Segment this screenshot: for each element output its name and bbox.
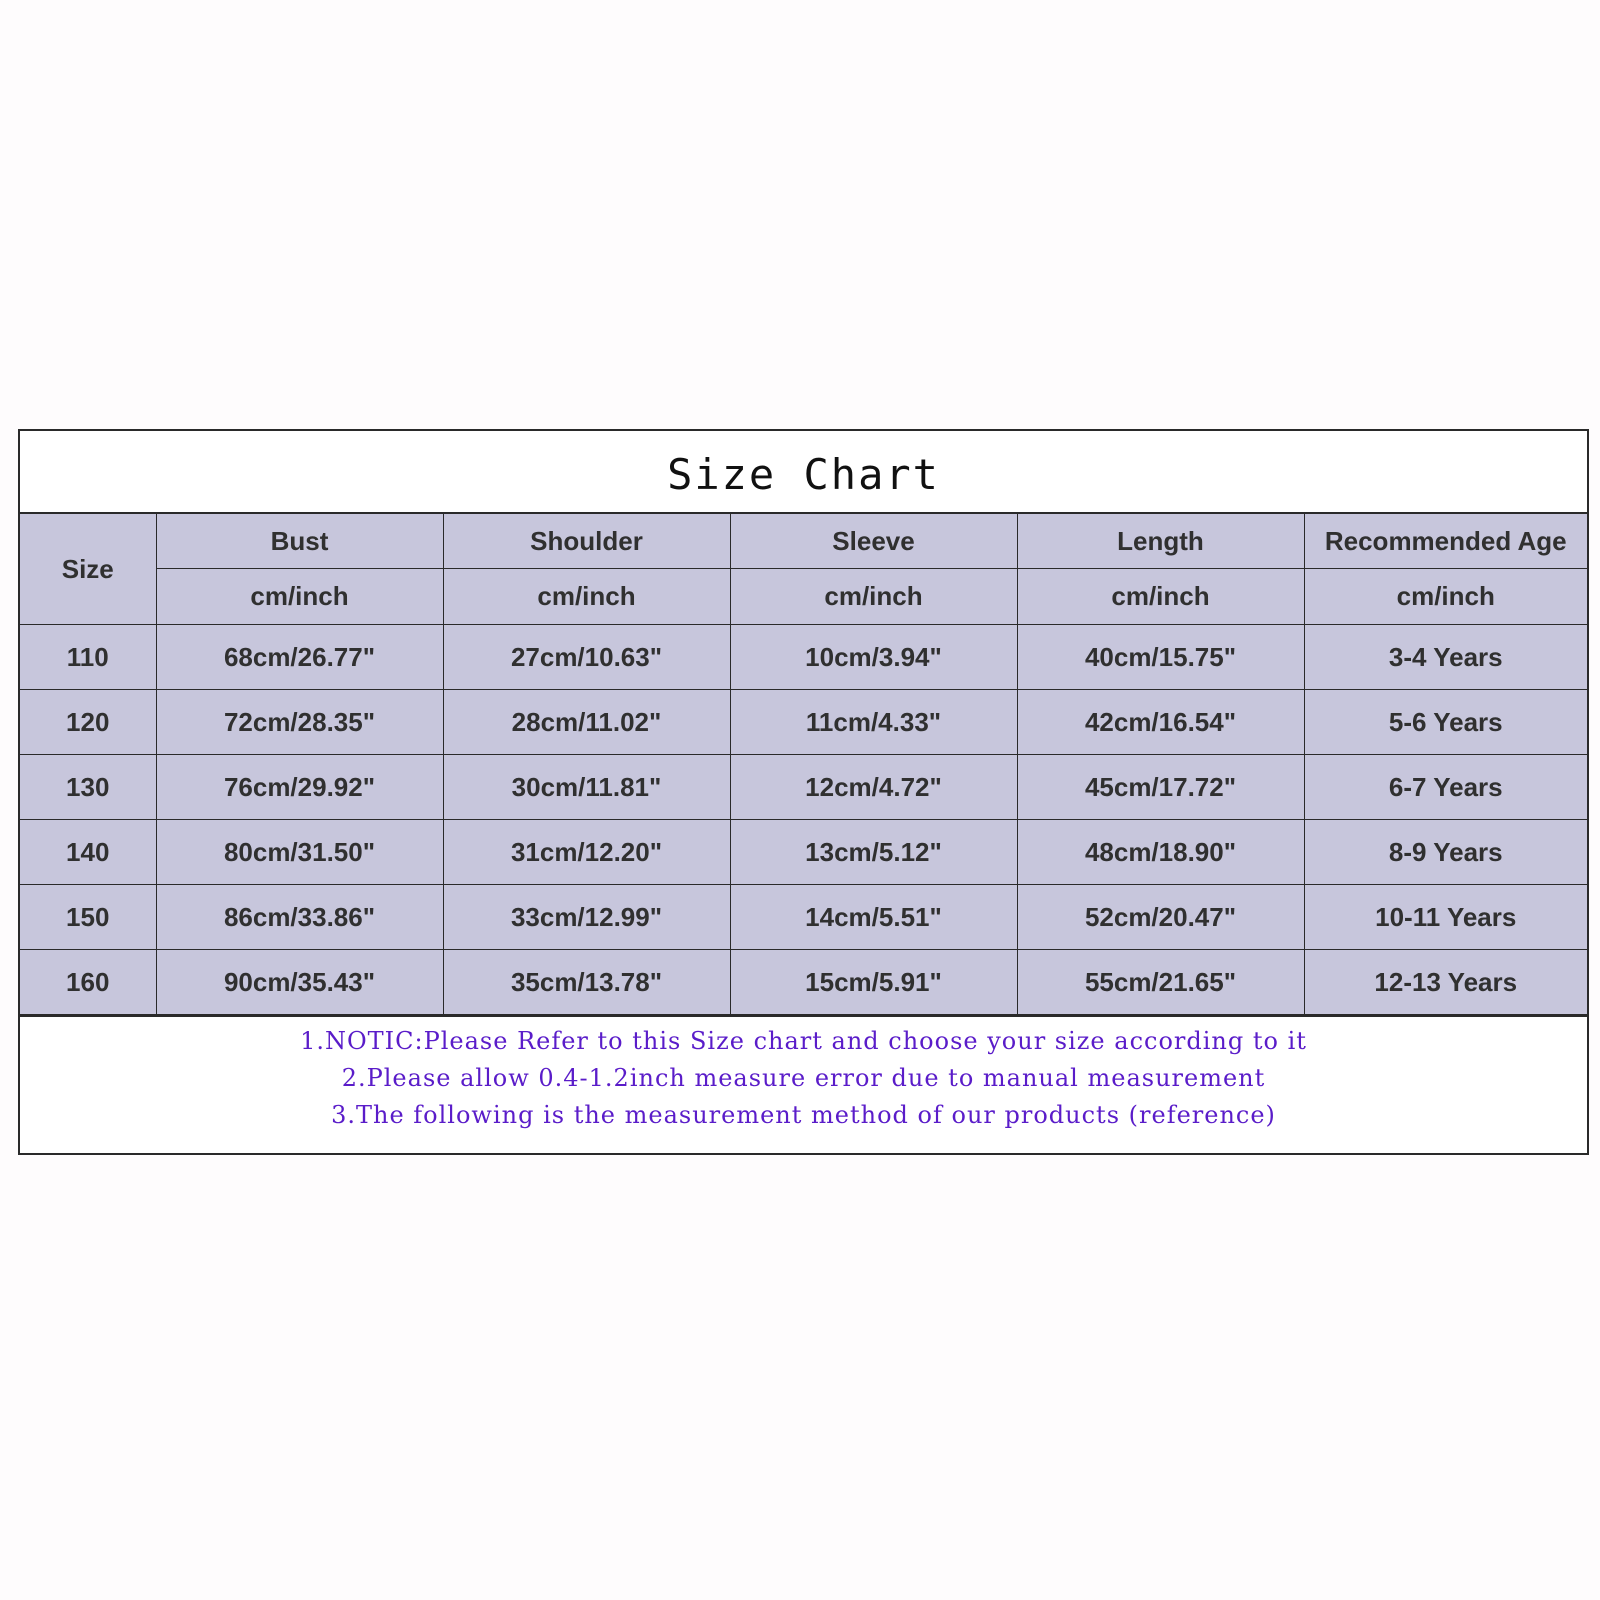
header-row	[20, 514, 1587, 569]
size-cell: 160	[20, 950, 156, 1015]
length-cell: 55cm/21.65"	[1017, 950, 1304, 1015]
shoulder-cell: 27cm/10.63"	[443, 625, 730, 690]
table-row	[20, 625, 1587, 690]
sleeve-cell: 14cm/5.51"	[730, 885, 1017, 950]
shoulder-cell: 30cm/11.81"	[443, 755, 730, 820]
sleeve-cell: 11cm/4.33"	[730, 690, 1017, 755]
size-notes	[20, 1015, 1587, 1134]
unit-label: cm/inch	[156, 569, 443, 625]
table-row	[20, 950, 1587, 1015]
shoulder-cell: 28cm/11.02"	[443, 690, 730, 755]
size-cell: 130	[20, 755, 156, 820]
column-header-recommended-age: Recommended Age	[1304, 514, 1587, 569]
size-column-header: Size	[20, 514, 156, 625]
age-cell: 10-11 Years	[1304, 885, 1587, 950]
unit-label: cm/inch	[443, 569, 730, 625]
sleeve-cell: 12cm/4.72"	[730, 755, 1017, 820]
bust-cell: 90cm/35.43"	[156, 950, 443, 1015]
shoulder-cell: 31cm/12.20"	[443, 820, 730, 885]
unit-label: cm/inch	[730, 569, 1017, 625]
column-header-length: Length	[1017, 514, 1304, 569]
shoulder-cell: 33cm/12.99"	[443, 885, 730, 950]
note-line: 2.Please allow 0.4-1.2inch measure error due to manual measurement	[341, 1064, 1266, 1092]
age-cell: 8-9 Years	[1304, 820, 1587, 885]
unit-label: cm/inch	[1017, 569, 1304, 625]
sleeve-cell: 13cm/5.12"	[730, 820, 1017, 885]
bust-cell: 72cm/28.35"	[156, 690, 443, 755]
length-cell: 45cm/17.72"	[1017, 755, 1304, 820]
column-header-bust: Bust	[156, 514, 443, 569]
length-cell: 48cm/18.90"	[1017, 820, 1304, 885]
column-header-shoulder: Shoulder	[443, 514, 730, 569]
table-row	[20, 690, 1587, 755]
bust-cell: 76cm/29.92"	[156, 755, 443, 820]
length-cell: 42cm/16.54"	[1017, 690, 1304, 755]
bust-cell: 68cm/26.77"	[156, 625, 443, 690]
length-cell: 40cm/15.75"	[1017, 625, 1304, 690]
age-cell: 5-6 Years	[1304, 690, 1587, 755]
column-header-sleeve: Sleeve	[730, 514, 1017, 569]
table-row	[20, 820, 1587, 885]
size-cell: 120	[20, 690, 156, 755]
unit-label: cm/inch	[1304, 569, 1587, 625]
bust-cell: 86cm/33.86"	[156, 885, 443, 950]
size-cell: 140	[20, 820, 156, 885]
length-cell: 52cm/20.47"	[1017, 885, 1304, 950]
age-cell: 6-7 Years	[1304, 755, 1587, 820]
age-cell: 3-4 Years	[1304, 625, 1587, 690]
shoulder-cell: 35cm/13.78"	[443, 950, 730, 1015]
size-cell: 110	[20, 625, 156, 690]
note-line: 1.NOTIC:Please Refer to this Size chart and choose your size according to it	[300, 1027, 1307, 1055]
age-cell: 12-13 Years	[1304, 950, 1587, 1015]
table-row	[20, 755, 1587, 820]
bust-cell: 80cm/31.50"	[156, 820, 443, 885]
table-row	[20, 885, 1587, 950]
sleeve-cell: 10cm/3.94"	[730, 625, 1017, 690]
unit-row	[20, 569, 1587, 625]
size-cell: 150	[20, 885, 156, 950]
sleeve-cell: 15cm/5.91"	[730, 950, 1017, 1015]
size-table	[20, 514, 1587, 1015]
note-line: 3.The following is the measurement method of our products (reference)	[331, 1101, 1276, 1129]
chart-title: Size Chart	[20, 431, 1587, 514]
size-chart	[18, 429, 1589, 1155]
